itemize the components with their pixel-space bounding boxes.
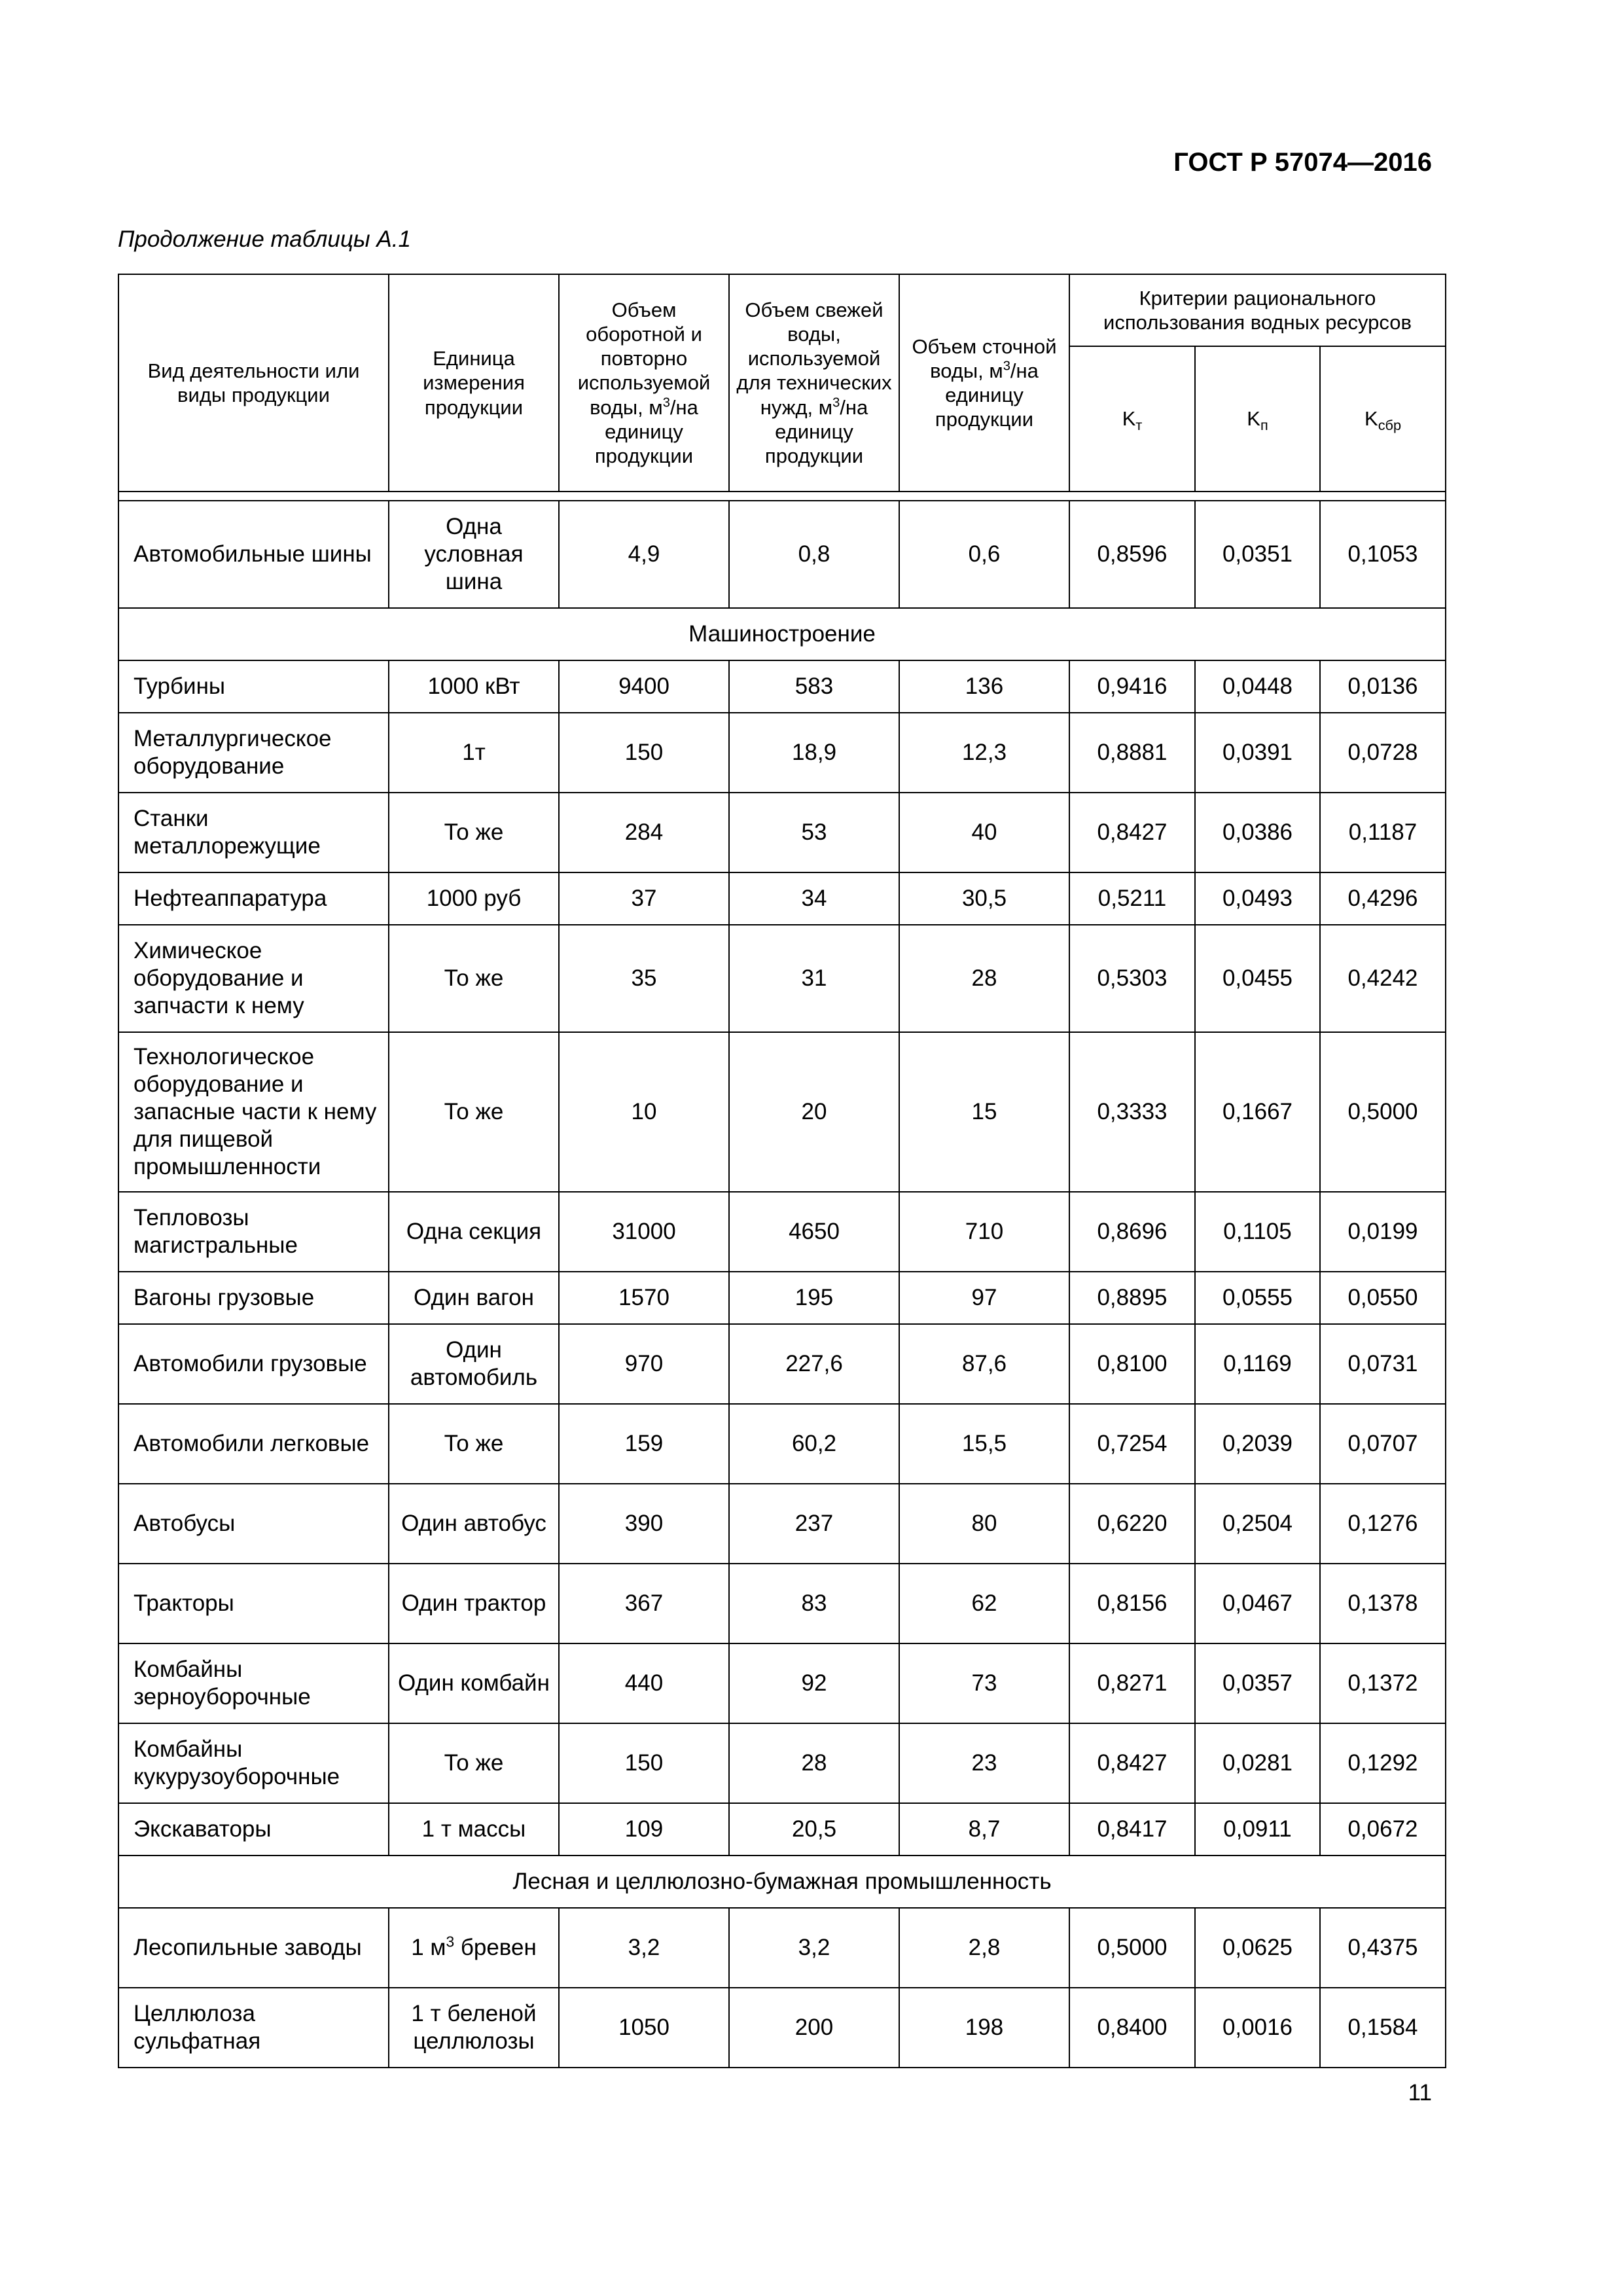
fresh-cell: 237 <box>729 1484 899 1564</box>
activity-cell: Автобусы <box>118 1484 389 1564</box>
kp-cell: 0,0351 <box>1195 501 1320 608</box>
kp-cell: 0,0455 <box>1195 925 1320 1032</box>
waste-cell: 97 <box>899 1272 1069 1324</box>
fresh-cell: 92 <box>729 1643 899 1723</box>
activity-cell: Целлюлоза сульфатная <box>118 1988 389 2068</box>
waste-cell: 2,8 <box>899 1908 1069 1988</box>
table-row <box>118 1564 1446 1643</box>
unit-cell: То же <box>389 925 559 1032</box>
ksbr-cell: 0,0731 <box>1320 1324 1446 1404</box>
waste-cell: 8,7 <box>899 1803 1069 1856</box>
ksbr-cell: 0,0550 <box>1320 1272 1446 1324</box>
table-row <box>118 1484 1446 1564</box>
unit-cell: 1т <box>389 713 559 793</box>
activity-cell: Комбайны зерноуборочные <box>118 1643 389 1723</box>
ksbr-cell: 0,4242 <box>1320 925 1446 1032</box>
section-row <box>118 1856 1446 1908</box>
unit-cell: То же <box>389 793 559 872</box>
kp-cell: 0,0391 <box>1195 713 1320 793</box>
fresh-cell: 31 <box>729 925 899 1032</box>
unit-cell: 1000 руб <box>389 872 559 925</box>
kt-cell: 0,8271 <box>1069 1643 1195 1723</box>
header-separator <box>118 492 1446 501</box>
fresh-cell: 83 <box>729 1564 899 1643</box>
kp-cell: 0,0281 <box>1195 1723 1320 1803</box>
waste-cell: 28 <box>899 925 1069 1032</box>
activity-cell: Комбайны кукурузоуборочные <box>118 1723 389 1803</box>
ksbr-cell: 0,0136 <box>1320 660 1446 713</box>
table-row <box>118 872 1446 925</box>
section-title: Лесная и целлюлозно-бумажная промышленность <box>118 1856 1446 1908</box>
kp-cell: 0,1105 <box>1195 1192 1320 1272</box>
kt-cell: 0,8881 <box>1069 713 1195 793</box>
recycled-cell: 367 <box>559 1564 729 1643</box>
header-fresh-water: Объем свежей воды, используемой для технических нужд, $м^3/на$ единицу продукции <box>729 274 899 492</box>
kp-cell: 0,1169 <box>1195 1324 1320 1404</box>
ksbr-cell: 0,1584 <box>1320 1988 1446 2068</box>
activity-cell: Автомобильные шины <box>118 501 389 608</box>
table-row <box>118 1803 1446 1856</box>
kt-cell: 0,3333 <box>1069 1032 1195 1192</box>
page-number: 11 <box>1408 2080 1432 2106</box>
kt-cell: 0,8596 <box>1069 501 1195 608</box>
header-activity: Вид деятельности или виды продукции <box>118 274 389 492</box>
waste-cell: 710 <box>899 1192 1069 1272</box>
kp-cell: 0,0467 <box>1195 1564 1320 1643</box>
activity-cell: Автомобили легковые <box>118 1404 389 1484</box>
fresh-cell: 0,8 <box>729 501 899 608</box>
kt-cell: 0,8100 <box>1069 1324 1195 1404</box>
table-row <box>118 925 1446 1032</box>
recycled-cell: 10 <box>559 1032 729 1192</box>
header-kp: $K_п$ <box>1195 346 1320 492</box>
unit-cell: То же <box>389 1032 559 1192</box>
kp-cell: 0,0625 <box>1195 1908 1320 1988</box>
activity-cell: Вагоны грузовые <box>118 1272 389 1324</box>
ksbr-cell: 0,1187 <box>1320 793 1446 872</box>
unit-cell: 1 т беленой целлюлозы <box>389 1988 559 2068</box>
section-title: Машиностроение <box>118 608 1446 660</box>
unit-cell: Один вагон <box>389 1272 559 1324</box>
ksbr-cell: 0,4296 <box>1320 872 1446 925</box>
table-row <box>118 793 1446 872</box>
header-ksbr: $K_{сбр}$ <box>1320 346 1446 492</box>
fresh-cell: 53 <box>729 793 899 872</box>
waste-cell: 15,5 <box>899 1404 1069 1484</box>
kp-cell: 0,2504 <box>1195 1484 1320 1564</box>
ksbr-cell: 0,1292 <box>1320 1723 1446 1803</box>
fresh-cell: 4650 <box>729 1192 899 1272</box>
activity-cell: Технологическое оборудование и запасные части к нему для пищевой промышленности <box>118 1032 389 1192</box>
ksbr-cell: 0,5000 <box>1320 1032 1446 1192</box>
kp-cell: 0,0493 <box>1195 872 1320 925</box>
header-recycled-water: Объем оборотной и повторно используемой воды, $м^3/на$ единицу продукции <box>559 274 729 492</box>
waste-cell: 198 <box>899 1988 1069 2068</box>
unit-cell: 1000 кВт <box>389 660 559 713</box>
kp-cell: 0,1667 <box>1195 1032 1320 1192</box>
waste-cell: 80 <box>899 1484 1069 1564</box>
recycled-cell: 150 <box>559 713 729 793</box>
activity-cell: Лесопильные заводы <box>118 1908 389 1988</box>
recycled-cell: 440 <box>559 1643 729 1723</box>
table-row <box>118 1723 1446 1803</box>
activity-cell: Тракторы <box>118 1564 389 1643</box>
unit-cell: 1 $м^3$ бревен <box>389 1908 559 1988</box>
kt-cell: 0,8895 <box>1069 1272 1195 1324</box>
recycled-cell: 159 <box>559 1404 729 1484</box>
activity-cell: Турбины <box>118 660 389 713</box>
kp-cell: 0,0016 <box>1195 1988 1320 2068</box>
ksbr-cell: 0,0672 <box>1320 1803 1446 1856</box>
table-caption: Продолжение таблицы А.1 <box>118 226 411 252</box>
waste-cell: 30,5 <box>899 872 1069 925</box>
fresh-cell: 34 <box>729 872 899 925</box>
kp-cell: 0,0448 <box>1195 660 1320 713</box>
fresh-cell: 227,6 <box>729 1324 899 1404</box>
unit-cell: Один трактор <box>389 1564 559 1643</box>
ksbr-cell: 0,1276 <box>1320 1484 1446 1564</box>
recycled-cell: 9400 <box>559 660 729 713</box>
waste-cell: 23 <box>899 1723 1069 1803</box>
ksbr-cell: 0,0199 <box>1320 1192 1446 1272</box>
waste-cell: 15 <box>899 1032 1069 1192</box>
table-row <box>118 501 1446 608</box>
waste-cell: 62 <box>899 1564 1069 1643</box>
kp-cell: 0,0357 <box>1195 1643 1320 1723</box>
fresh-cell: 195 <box>729 1272 899 1324</box>
table-row <box>118 1404 1446 1484</box>
table-row <box>118 660 1446 713</box>
kp-cell: 0,0555 <box>1195 1272 1320 1324</box>
recycled-cell: 284 <box>559 793 729 872</box>
kt-cell: 0,6220 <box>1069 1484 1195 1564</box>
ksbr-cell: 0,0707 <box>1320 1404 1446 1484</box>
waste-cell: 0,6 <box>899 501 1069 608</box>
fresh-cell: 60,2 <box>729 1404 899 1484</box>
document-id: ГОСТ Р 57074—2016 <box>1173 148 1432 177</box>
fresh-cell: 583 <box>729 660 899 713</box>
waste-cell: 12,3 <box>899 713 1069 793</box>
recycled-cell: 1050 <box>559 1988 729 2068</box>
activity-cell: Тепловозы магистральные <box>118 1192 389 1272</box>
recycled-cell: 109 <box>559 1803 729 1856</box>
unit-cell: Один автобус <box>389 1484 559 1564</box>
kp-cell: 0,0386 <box>1195 793 1320 872</box>
activity-cell: Металлургическое оборудование <box>118 713 389 793</box>
kt-cell: 0,7254 <box>1069 1404 1195 1484</box>
ksbr-cell: 0,1378 <box>1320 1564 1446 1643</box>
table-row <box>118 1324 1446 1404</box>
unit-cell: Один автомобиль <box>389 1324 559 1404</box>
recycled-cell: 390 <box>559 1484 729 1564</box>
unit-cell: 1 т массы <box>389 1803 559 1856</box>
unit-cell: Одна условная шина <box>389 501 559 608</box>
table-row <box>118 1192 1446 1272</box>
header-waste-water: Объем сточной воды, $м^3/на$ единицу продукции <box>899 274 1069 492</box>
kt-cell: 0,8156 <box>1069 1564 1195 1643</box>
activity-cell: Нефтеаппаратура <box>118 872 389 925</box>
unit-cell: То же <box>389 1723 559 1803</box>
fresh-cell: 18,9 <box>729 713 899 793</box>
kt-cell: 0,5211 <box>1069 872 1195 925</box>
ksbr-cell: 0,1053 <box>1320 501 1446 608</box>
kt-cell: 0,5000 <box>1069 1908 1195 1988</box>
unit-cell: Один комбайн <box>389 1643 559 1723</box>
activity-cell: Экскаваторы <box>118 1803 389 1856</box>
recycled-cell: 150 <box>559 1723 729 1803</box>
waste-cell: 136 <box>899 660 1069 713</box>
kt-cell: 0,8696 <box>1069 1192 1195 1272</box>
table-row <box>118 1988 1446 2068</box>
waste-cell: 87,6 <box>899 1324 1069 1404</box>
recycled-cell: 3,2 <box>559 1908 729 1988</box>
recycled-cell: 4,9 <box>559 501 729 608</box>
header-unit: Единица измерения продукции <box>389 274 559 492</box>
unit-cell: То же <box>389 1404 559 1484</box>
activity-cell: Химическое оборудование и запчасти к нему <box>118 925 389 1032</box>
fresh-cell: 20 <box>729 1032 899 1192</box>
waste-cell: 40 <box>899 793 1069 872</box>
waste-cell: 73 <box>899 1643 1069 1723</box>
table-row <box>118 1643 1446 1723</box>
table-row <box>118 1272 1446 1324</box>
fresh-cell: 20,5 <box>729 1803 899 1856</box>
table-row <box>118 1908 1446 1988</box>
water-criteria-table <box>118 274 1446 2068</box>
ksbr-cell: 0,4375 <box>1320 1908 1446 1988</box>
ksbr-cell: 0,0728 <box>1320 713 1446 793</box>
recycled-cell: 1570 <box>559 1272 729 1324</box>
fresh-cell: 3,2 <box>729 1908 899 1988</box>
kt-cell: 0,5303 <box>1069 925 1195 1032</box>
recycled-cell: 970 <box>559 1324 729 1404</box>
header-kt: $K_т$ <box>1069 346 1195 492</box>
activity-cell: Станки металлорежущие <box>118 793 389 872</box>
activity-cell: Автомобили грузовые <box>118 1324 389 1404</box>
kt-cell: 0,8400 <box>1069 1988 1195 2068</box>
table-row <box>118 1032 1446 1192</box>
header-criteria: Критерии рационального использования водных ресурсов <box>1069 274 1446 346</box>
recycled-cell: 31000 <box>559 1192 729 1272</box>
kt-cell: 0,8427 <box>1069 1723 1195 1803</box>
table-row <box>118 713 1446 793</box>
kp-cell: 0,0911 <box>1195 1803 1320 1856</box>
kt-cell: 0,8417 <box>1069 1803 1195 1856</box>
kp-cell: 0,2039 <box>1195 1404 1320 1484</box>
fresh-cell: 200 <box>729 1988 899 2068</box>
kt-cell: 0,9416 <box>1069 660 1195 713</box>
unit-cell: Одна секция <box>389 1192 559 1272</box>
ksbr-cell: 0,1372 <box>1320 1643 1446 1723</box>
fresh-cell: 28 <box>729 1723 899 1803</box>
section-row <box>118 608 1446 660</box>
kt-cell: 0,8427 <box>1069 793 1195 872</box>
recycled-cell: 35 <box>559 925 729 1032</box>
recycled-cell: 37 <box>559 872 729 925</box>
